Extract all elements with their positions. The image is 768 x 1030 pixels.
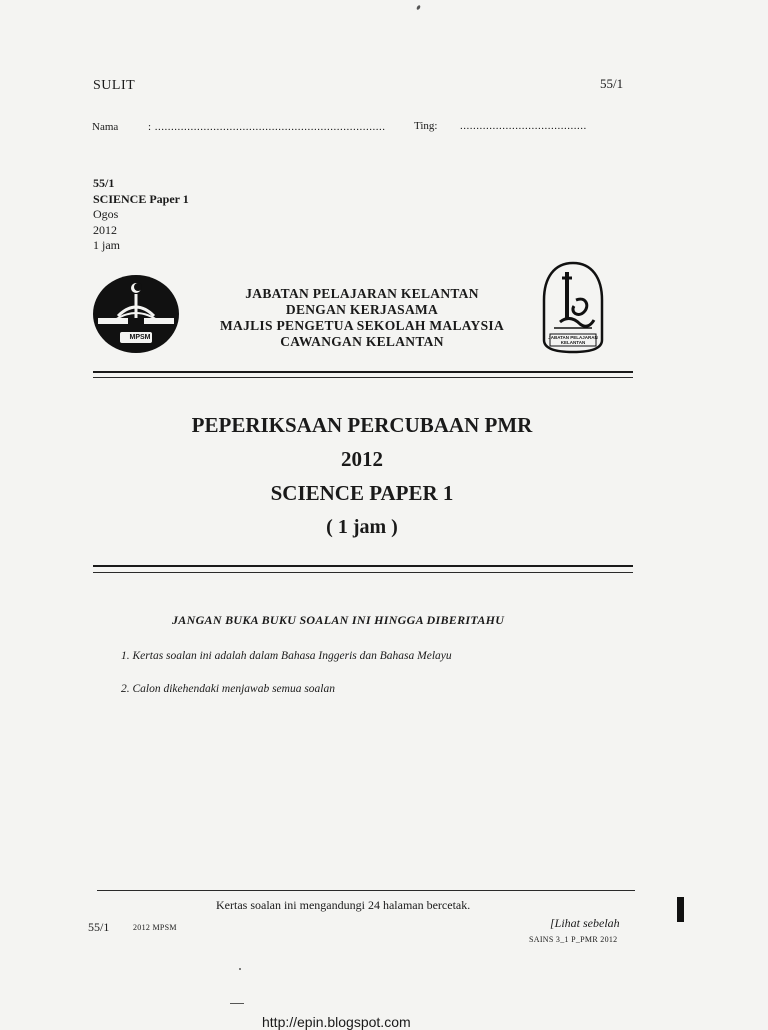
instruction-2: 2. Calon dikehendaki menjawab semua soalan [121, 683, 336, 695]
mpsm-logo [92, 274, 180, 354]
organizer-line-3: MAJLIS PENGETUA SEKOLAH MALAYSIA [219, 318, 505, 333]
warning-text: JANGAN BUKA BUKU SOALAN INI HINGGA DIBERITAHU [172, 613, 505, 627]
organizer-line-2: DENGAN KERJASAMA [285, 302, 439, 317]
title-line-2: 2012 [341, 447, 383, 471]
class-field-dots: ....................................... [460, 120, 587, 132]
mpsm-year-label: 2012 MPSM [133, 923, 177, 932]
paper-meta [93, 176, 189, 254]
meta-year: 2012 [93, 222, 117, 237]
paper-code-bottom: 55/1 [88, 920, 110, 934]
exam-title [160, 408, 564, 544]
meta-duration: 1 jam [93, 238, 120, 252]
divider-top-2 [93, 377, 633, 378]
jpn-logo-text: JABATAN PELAJARAN KELANTAN [548, 335, 598, 345]
page-count-note: Kertas soalan ini mengandungi 24 halaman bercetak. [216, 898, 471, 912]
meta-month: Ogos [93, 207, 119, 221]
title-line-4: ( 1 jam ) [326, 516, 398, 538]
footer-divider [97, 890, 635, 891]
name-label: Nama [92, 121, 119, 133]
divider-bottom-1 [93, 565, 633, 567]
scan-mark [677, 897, 684, 922]
title-line-3: SCIENCE PAPER 1 [270, 481, 454, 505]
confidential-label: SULIT [93, 78, 136, 93]
title-line-1: PEPERIKSAAN PERCUBAAN PMR [191, 413, 533, 437]
name-field-dots: : ....................................................................... [148, 121, 386, 133]
file-reference: SAINS 3_1 P_PMR 2012 [529, 935, 618, 944]
scan-speck [230, 1003, 244, 1004]
scan-speck [416, 5, 421, 11]
organizer-line-1: JABATAN PELAJARAN KELANTAN [245, 286, 479, 301]
paper-code-top: 55/1 [600, 76, 624, 91]
divider-top-1 [93, 371, 633, 373]
organizer-line-4: CAWANGAN KELANTAN [280, 334, 444, 349]
meta-code: 55/1 [93, 176, 115, 190]
meta-subject: SCIENCE Paper 1 [93, 191, 189, 206]
mpsm-logo-text: MPSM [129, 334, 151, 341]
cutoff-url-text: http://epin.blogspot.com [262, 1014, 411, 1030]
divider-bottom-2 [93, 572, 633, 573]
organizer-block [195, 286, 529, 350]
next-page-note: [Lihat sebelah [550, 916, 620, 930]
instruction-1: 1. Kertas soalan ini adalah dalam Bahasa Inggeris dan Bahasa Melayu [121, 650, 452, 662]
class-label: Ting: [414, 120, 438, 132]
scan-speck [239, 968, 241, 970]
